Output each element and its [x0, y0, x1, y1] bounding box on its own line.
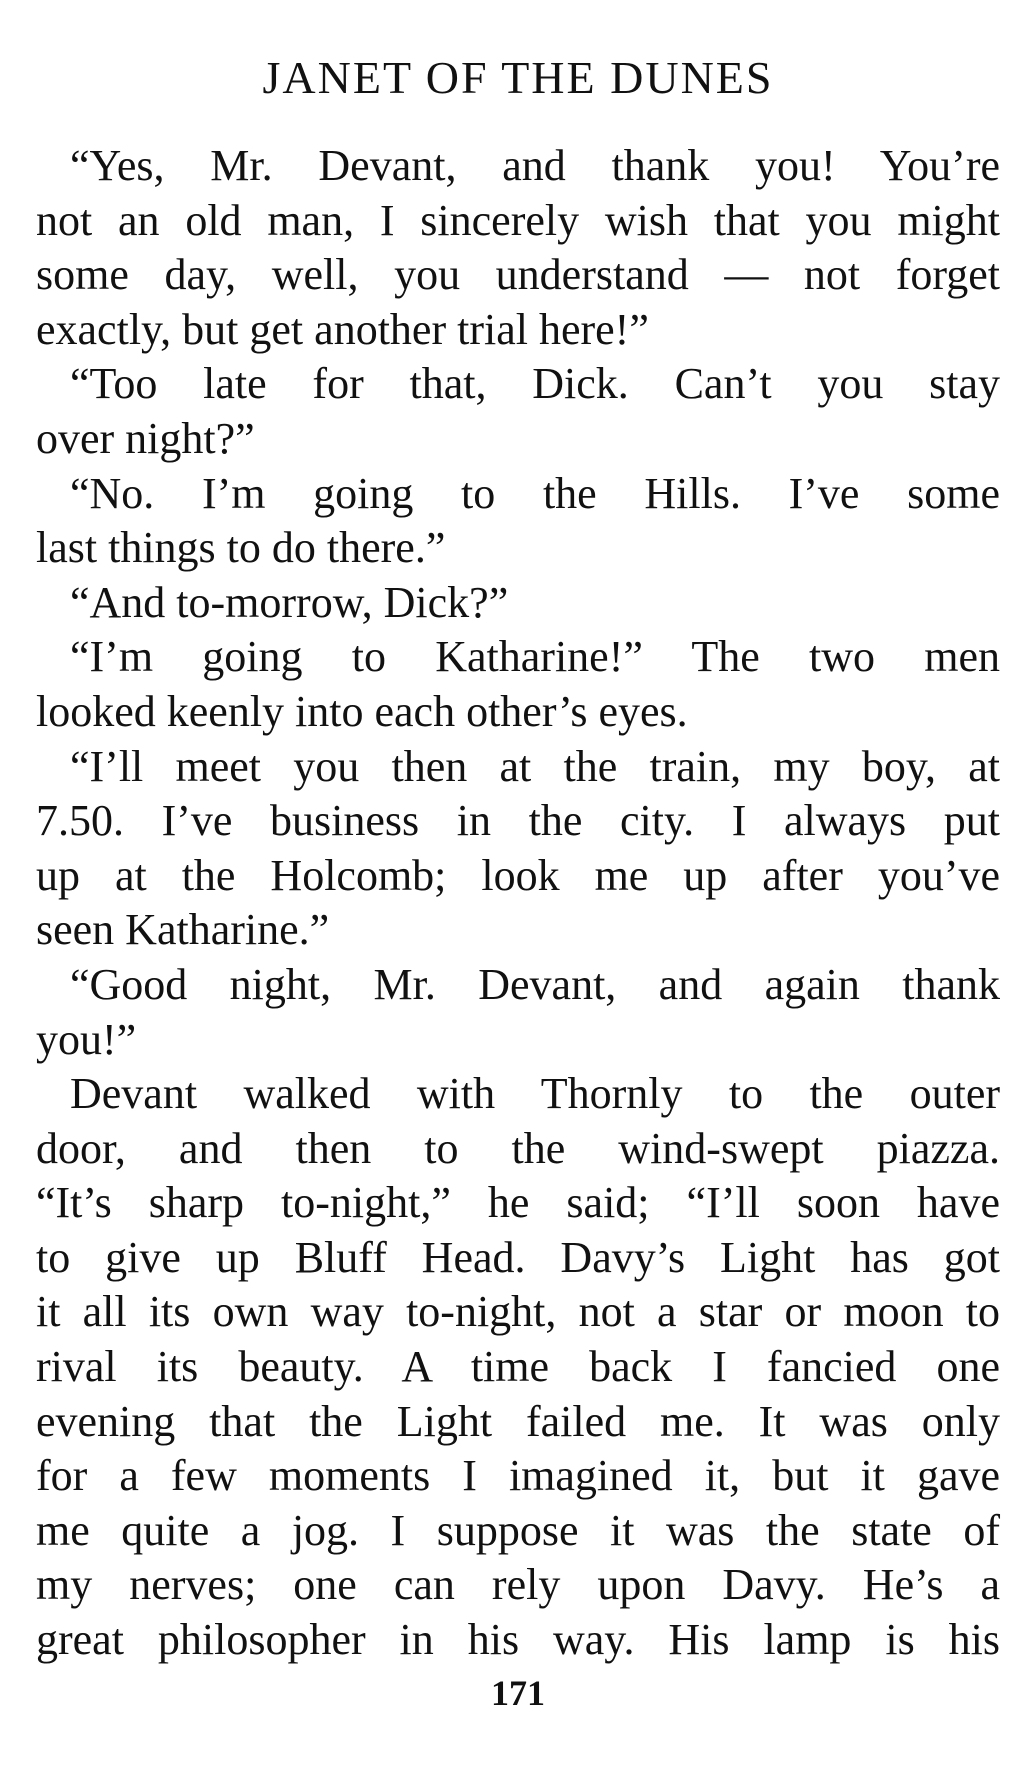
text-line: great philosopher in his way. His lamp is his — [36, 1615, 1000, 1665]
text-line: you!” — [36, 1014, 137, 1064]
text-line: looked keenly into each other’s eyes. — [36, 686, 688, 736]
text-line: me quite a jog. I suppose it was the state of — [36, 1505, 1000, 1555]
running-head-title: JANET OF THE DUNES — [262, 52, 774, 103]
text-line: for a few moments I imagined it, but it gave — [36, 1451, 1000, 1501]
text-line: last things to do there.” — [36, 523, 446, 573]
text-line: to give up Bluff Head. Davy’s Light has got — [36, 1232, 1000, 1282]
text-line: it all its own way to-night, not a star or moon to — [36, 1287, 1000, 1337]
text-line: “No. I’m going to the Hills. I’ve some — [70, 468, 1000, 518]
text-line: “I’m going to Katharine!” The two men — [70, 632, 1000, 682]
text-line: “And to-morrow, Dick?” — [70, 577, 509, 627]
text-line: “I’ll meet you then at the train, my boy, at — [70, 741, 1000, 791]
text-line: “Good night, Mr. Devant, and again thank — [70, 959, 1000, 1009]
text-line: my nerves; one can rely upon Davy. He’s a — [36, 1560, 1000, 1610]
text-line: some day, well, you understand — not forget — [36, 250, 1000, 300]
text-line: over night?” — [36, 413, 255, 463]
body-text — [36, 139, 1000, 1668]
page-number: 171 — [491, 1673, 545, 1713]
text-line: 7.50. I’ve business in the city. I always put — [36, 796, 1000, 846]
text-line: rival its beauty. A time back I fancied one — [36, 1342, 1000, 1392]
text-line: exactly, but get another trial here!” — [36, 304, 649, 354]
text-line: “It’s sharp to-night,” he said; “I’ll soon have — [36, 1178, 1000, 1228]
text-line: “Yes, Mr. Devant, and thank you! You’re — [70, 141, 1000, 190]
text-line: not an old man, I sincerely wish that you might — [36, 195, 1000, 245]
text-line: up at the Holcomb; look me up after you’ve — [36, 850, 1000, 900]
text-line: seen Katharine.” — [36, 905, 330, 955]
text-line: Devant walked with Thornly to the outer — [70, 1069, 1000, 1119]
text-line: evening that the Light failed me. It was only — [36, 1396, 1000, 1446]
text-line: door, and then to the wind-swept piazza. — [36, 1123, 1000, 1173]
text-line: “Too late for that, Dick. Can’t you stay — [70, 359, 1000, 409]
